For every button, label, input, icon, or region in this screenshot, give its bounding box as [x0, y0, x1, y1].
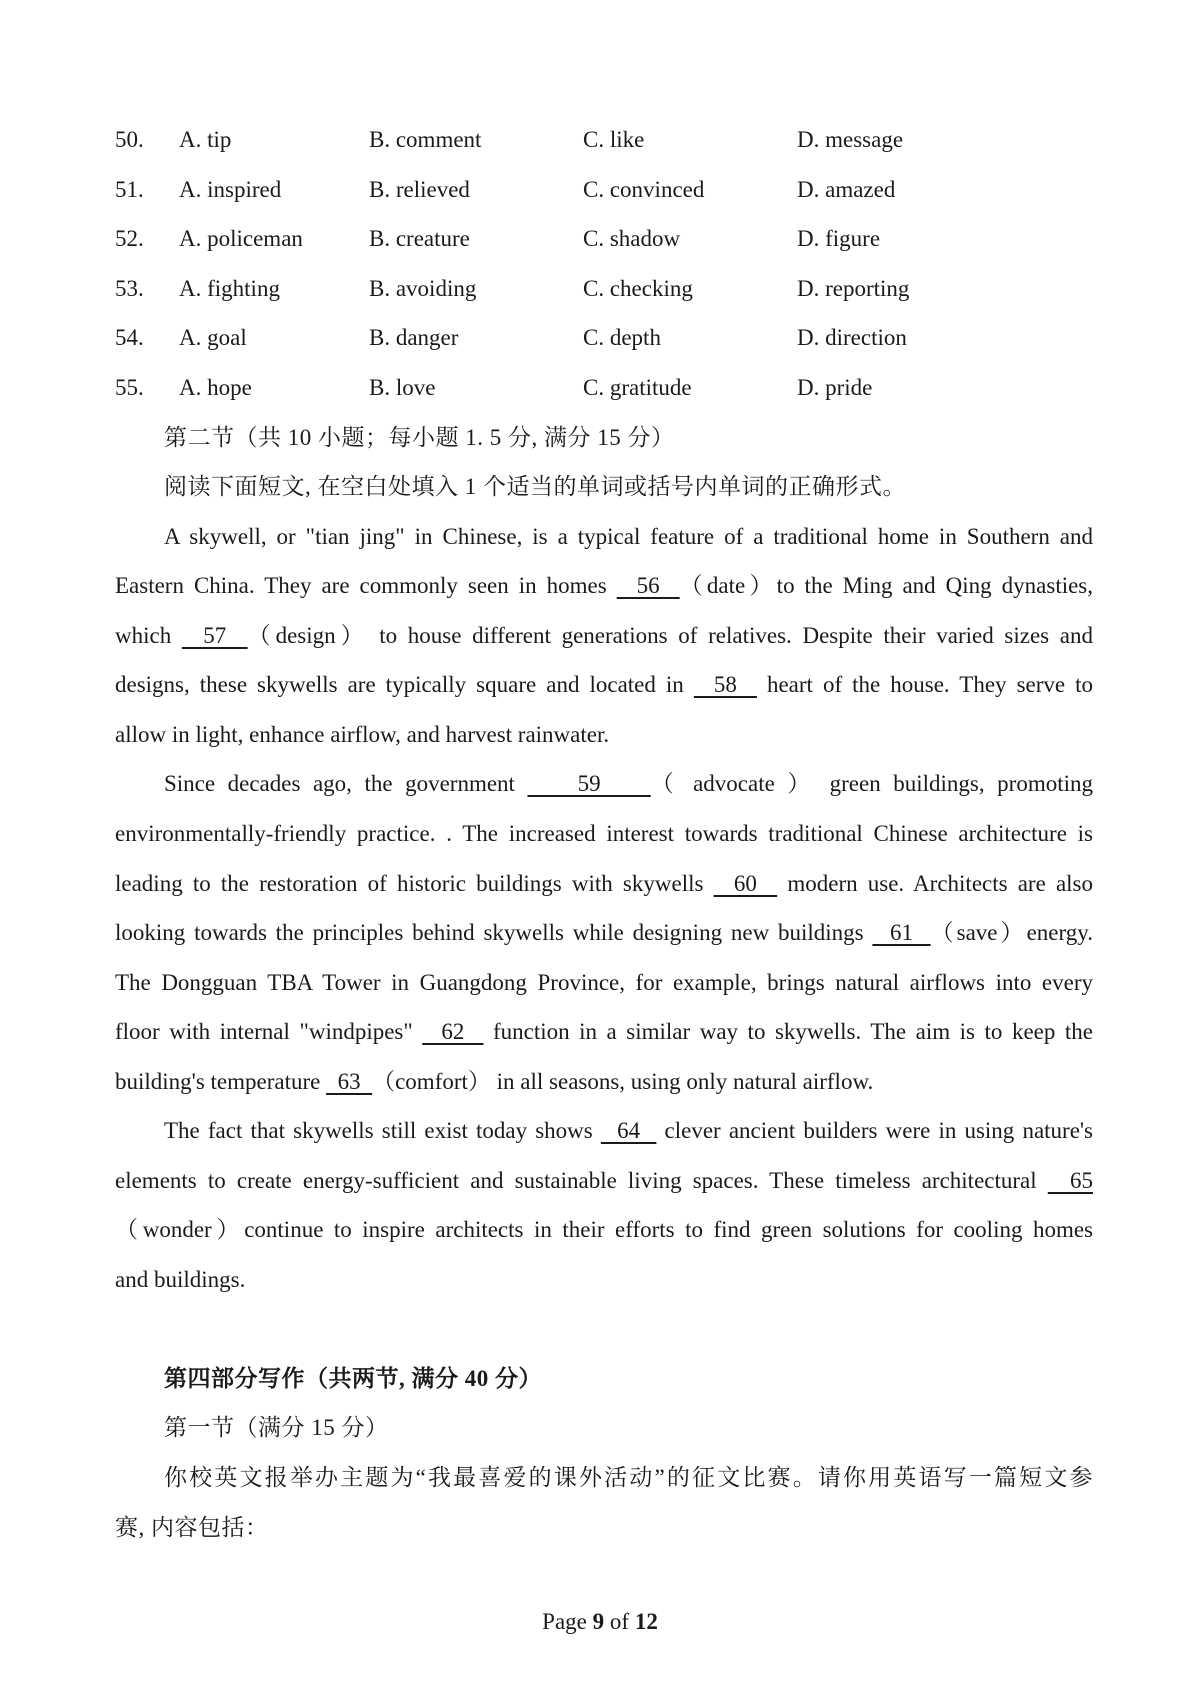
option-b: B. relieved: [369, 177, 470, 202]
passage-line: and buildings.: [115, 1267, 246, 1292]
passage-line: A skywell, or "tian jing" in Chinese, is a typical feature of a traditional home in Southern and: [164, 524, 1093, 549]
passage-line: elements to create energy-sufficient and sustainable living spaces. These timeless architectural 65: [115, 1168, 1094, 1193]
question-number: 53.: [115, 276, 144, 301]
option-b: B. love: [369, 375, 436, 400]
blank-62: 62: [422, 1019, 484, 1044]
passage-line: allow in light, enhance airflow, and harvest rainwater.: [115, 722, 610, 747]
option-b: B. comment: [369, 127, 482, 152]
question-number: 55.: [115, 375, 144, 400]
option-b: B. danger: [369, 325, 459, 350]
option-a: A. tip: [179, 127, 232, 152]
option-c: C. convinced: [583, 177, 705, 202]
blank-56: 56: [616, 573, 680, 598]
question-number: 52.: [115, 226, 144, 251]
section-heading: 第一节（满分 15 分）: [164, 1415, 389, 1440]
option-a: A. fighting: [179, 276, 280, 301]
passage-line: leading to the restoration of historic buildings with skywells 60 modern use. Architects are also: [115, 871, 1094, 896]
page-footer: [0, 1607, 1200, 1637]
question-number: 54.: [115, 325, 144, 350]
option-d: D. figure: [797, 226, 881, 251]
blank-65: 65: [1047, 1168, 1094, 1193]
section-instruction: 阅读下面短文, 在空白处填入 1 个适当的单词或括号内单词的正确形式。: [164, 474, 906, 499]
section-heading: 第二节（共 10 小题；每小题 1. 5 分, 满分 15 分）: [164, 425, 675, 450]
part-heading: 第四部分写作（共两节, 满分 40 分）: [164, 1366, 542, 1391]
passage-line: looking towards the principles behind skywells while designing new buildings 61 （save）energy.: [115, 920, 1093, 945]
option-a: A. goal: [179, 325, 247, 350]
blank-57: 57: [181, 623, 248, 648]
option-d: D. message: [797, 127, 904, 152]
blank-58: 58: [693, 672, 757, 697]
option-d: D. direction: [797, 325, 907, 350]
option-c: C. depth: [583, 325, 661, 350]
passage-line: designs, these skywells are typically square and located in 58 heart of the house. They serve to: [115, 672, 1094, 697]
passage-line: which 57 （design） to house different generations of relatives. Despite their varied sizes and: [115, 623, 1093, 648]
option-d: D. reporting: [797, 276, 910, 301]
blank-59: 59: [527, 771, 651, 796]
option-c: C. gratitude: [583, 375, 692, 400]
option-d: D. amazed: [797, 177, 896, 202]
page-label: Page: [542, 1609, 587, 1634]
option-a: A. policeman: [179, 226, 303, 251]
passage-line: The fact that skywells still exist today shows 64 clever ancient builders were in using nature's: [164, 1118, 1094, 1143]
question-number: 50.: [115, 127, 144, 152]
option-d: D. pride: [797, 375, 873, 400]
task-line: 你校英文报举办主题为“我最喜爱的课外活动”的征文比赛。请你用英语写一篇短文参: [164, 1465, 1093, 1490]
option-a: A. hope: [179, 375, 252, 400]
option-b: B. avoiding: [369, 276, 477, 301]
passage-line: environmentally-friendly practice. . The increased interest towards traditional Chinese architecture is: [115, 821, 1093, 846]
blank-60: 60: [713, 871, 778, 896]
option-b: B. creature: [369, 226, 470, 251]
option-c: C. checking: [583, 276, 693, 301]
option-c: C. like: [583, 127, 645, 152]
passage-line: building's temperature 63 （comfort） in all seasons, using only natural airflow.: [115, 1069, 874, 1094]
option-a: A. inspired: [179, 177, 282, 202]
passage-line: （wonder）continue to inspire architects in their efforts to find green solutions for cooling homes: [115, 1217, 1093, 1242]
blank-63: 63: [326, 1069, 373, 1094]
option-c: C. shadow: [583, 226, 681, 251]
of-label: of: [609, 1609, 630, 1634]
blank-61: 61: [872, 920, 931, 945]
passage-line: Since decades ago, the government 59 （ advocate ） green buildings, promoting: [164, 771, 1093, 796]
page-total: 12: [634, 1609, 658, 1634]
page-number: 9: [592, 1609, 605, 1634]
passage-line: The Dongguan TBA Tower in Guangdong Province, for example, brings natural airflows into every: [115, 970, 1093, 995]
task-line: 赛, 内容包括：: [115, 1515, 269, 1540]
passage-line: Eastern China. They are commonly seen in homes 56 （date）to the Ming and Qing dynasties,: [115, 573, 1094, 598]
blank-64: 64: [600, 1118, 657, 1143]
question-number: 51.: [115, 177, 144, 202]
passage-line: floor with internal "windpipes" 62 function in a similar way to skywells. The aim is to keep the: [115, 1019, 1093, 1044]
